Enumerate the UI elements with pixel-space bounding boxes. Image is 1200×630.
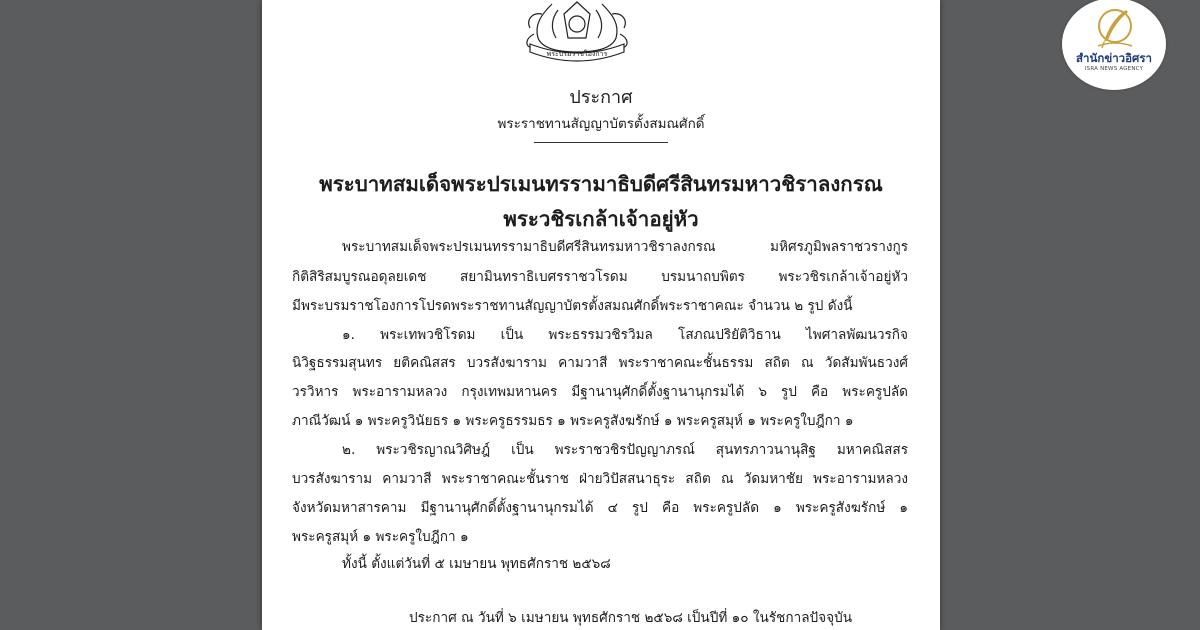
signature-line: ประกาศ ณ วันที่ ๖ เมษายน พุทธศักราช ๒๕๖๘ เป็นปีที่ ๑๐ ในรัชกาลปัจจุบัน xyxy=(409,610,853,626)
body-line: พระบาทสมเด็จพระปรเมนทรรามาธิบดีศรีสินทรมหาวชิราลงกรณ มหิศรภูมิพลราชวรางกูร xyxy=(342,239,908,255)
document-subtitle: พระราชทานสัญญาบัตรตั้งสมณศักดิ์ xyxy=(497,116,705,132)
isra-news-logo[interactable] xyxy=(1062,0,1166,90)
body-line: บวรสังฆาราม คามวาสี พระราชาคณะชั้นราช ฝ่ายวิปัสสนาธุระ สถิต ณ วัดมหาชัย พระอารามหลวง xyxy=(292,471,908,487)
emblem-text: พระบรมราชโองการ xyxy=(546,50,608,58)
body-line: มีพระบรมราชโองการโปรดพระราชทานสัญญาบัตรตั้งสมณศักดิ์พระราชาคณะ จำนวน ๒ รูป ดังนี้ xyxy=(292,298,853,314)
title-divider xyxy=(534,142,668,143)
body-line: นิวิฐธรรมสุนทร ยติคณิสสร บวรสังฆาราม คามวาสี พระราชาคณะชั้นธรรม สถิต ณ วัดสัมพันธวงศ์ xyxy=(292,355,908,371)
body-line: จังหวัดมหาสารคาม มีฐานานุศักดิ์ตั้งฐานานุกรมได้ ๔ รูป คือ พระครูปลัด ๑ พระครูสังฆรักษ์ ๑ xyxy=(292,500,908,516)
body-line: พระครูสมุห์ ๑ พระครูใบฎีกา ๑ xyxy=(292,529,469,545)
royal-emblem-icon xyxy=(512,0,642,64)
effective-date-line: ทั้งนี้ ตั้งแต่วันที่ ๕ เมษายน พุทธศักราช ๒๕๖๘ xyxy=(342,556,611,572)
body-line: วรวิหาร พระอารามหลวง กรุงเทพมหานคร มีฐานานุศักดิ์ตั้งฐานานุกรมได้ ๖ รูป คือ พระครูปลัด xyxy=(292,384,908,400)
body-line: ภาณีวัฒน์ ๑ พระครูวินัยธร ๑ พระครูธรรมธร ๑ พระครูสังฆรักษ์ ๑ พระครูสมุห์ ๑ พระครูใบฎีกา ๑ xyxy=(292,413,854,429)
document-title: ประกาศ xyxy=(569,87,633,108)
logo-english-name: ISRA NEWS AGENCY xyxy=(1084,66,1144,72)
body-line: กิติสิริสมบูรณอดุลยเดช สยามินทราธิเบศรราชวโรดม บรมนาถบพิตร พระวชิรเกล้าเจ้าอยู่หัว xyxy=(292,269,908,285)
king-title-line-1: พระบาทสมเด็จพระปรเมนทรรามาธิบดีศรีสินทรมหาวชิราลงกรณ xyxy=(319,172,883,196)
king-title-line-2: พระวชิรเกล้าเจ้าอยู่หัว xyxy=(503,207,699,231)
document-page xyxy=(262,0,940,630)
quill-pen-icon xyxy=(1090,4,1140,54)
logo-thai-name: สำนักข่าวอิศรา xyxy=(1076,51,1152,65)
body-line: ๒. พระวชิรญาณวิศิษฎ์ เป็น พระราชวชิรปัญญาภรณ์ สุนทรภาวนานุสิฐ มหาคณิสสร xyxy=(342,442,908,458)
body-line: ๑. พระเทพวชิโรดม เป็น พระธรรมวชิรวิมล โสภณปริยัติวิธาน ไพศาลพัฒนวรกิจ xyxy=(342,327,908,343)
